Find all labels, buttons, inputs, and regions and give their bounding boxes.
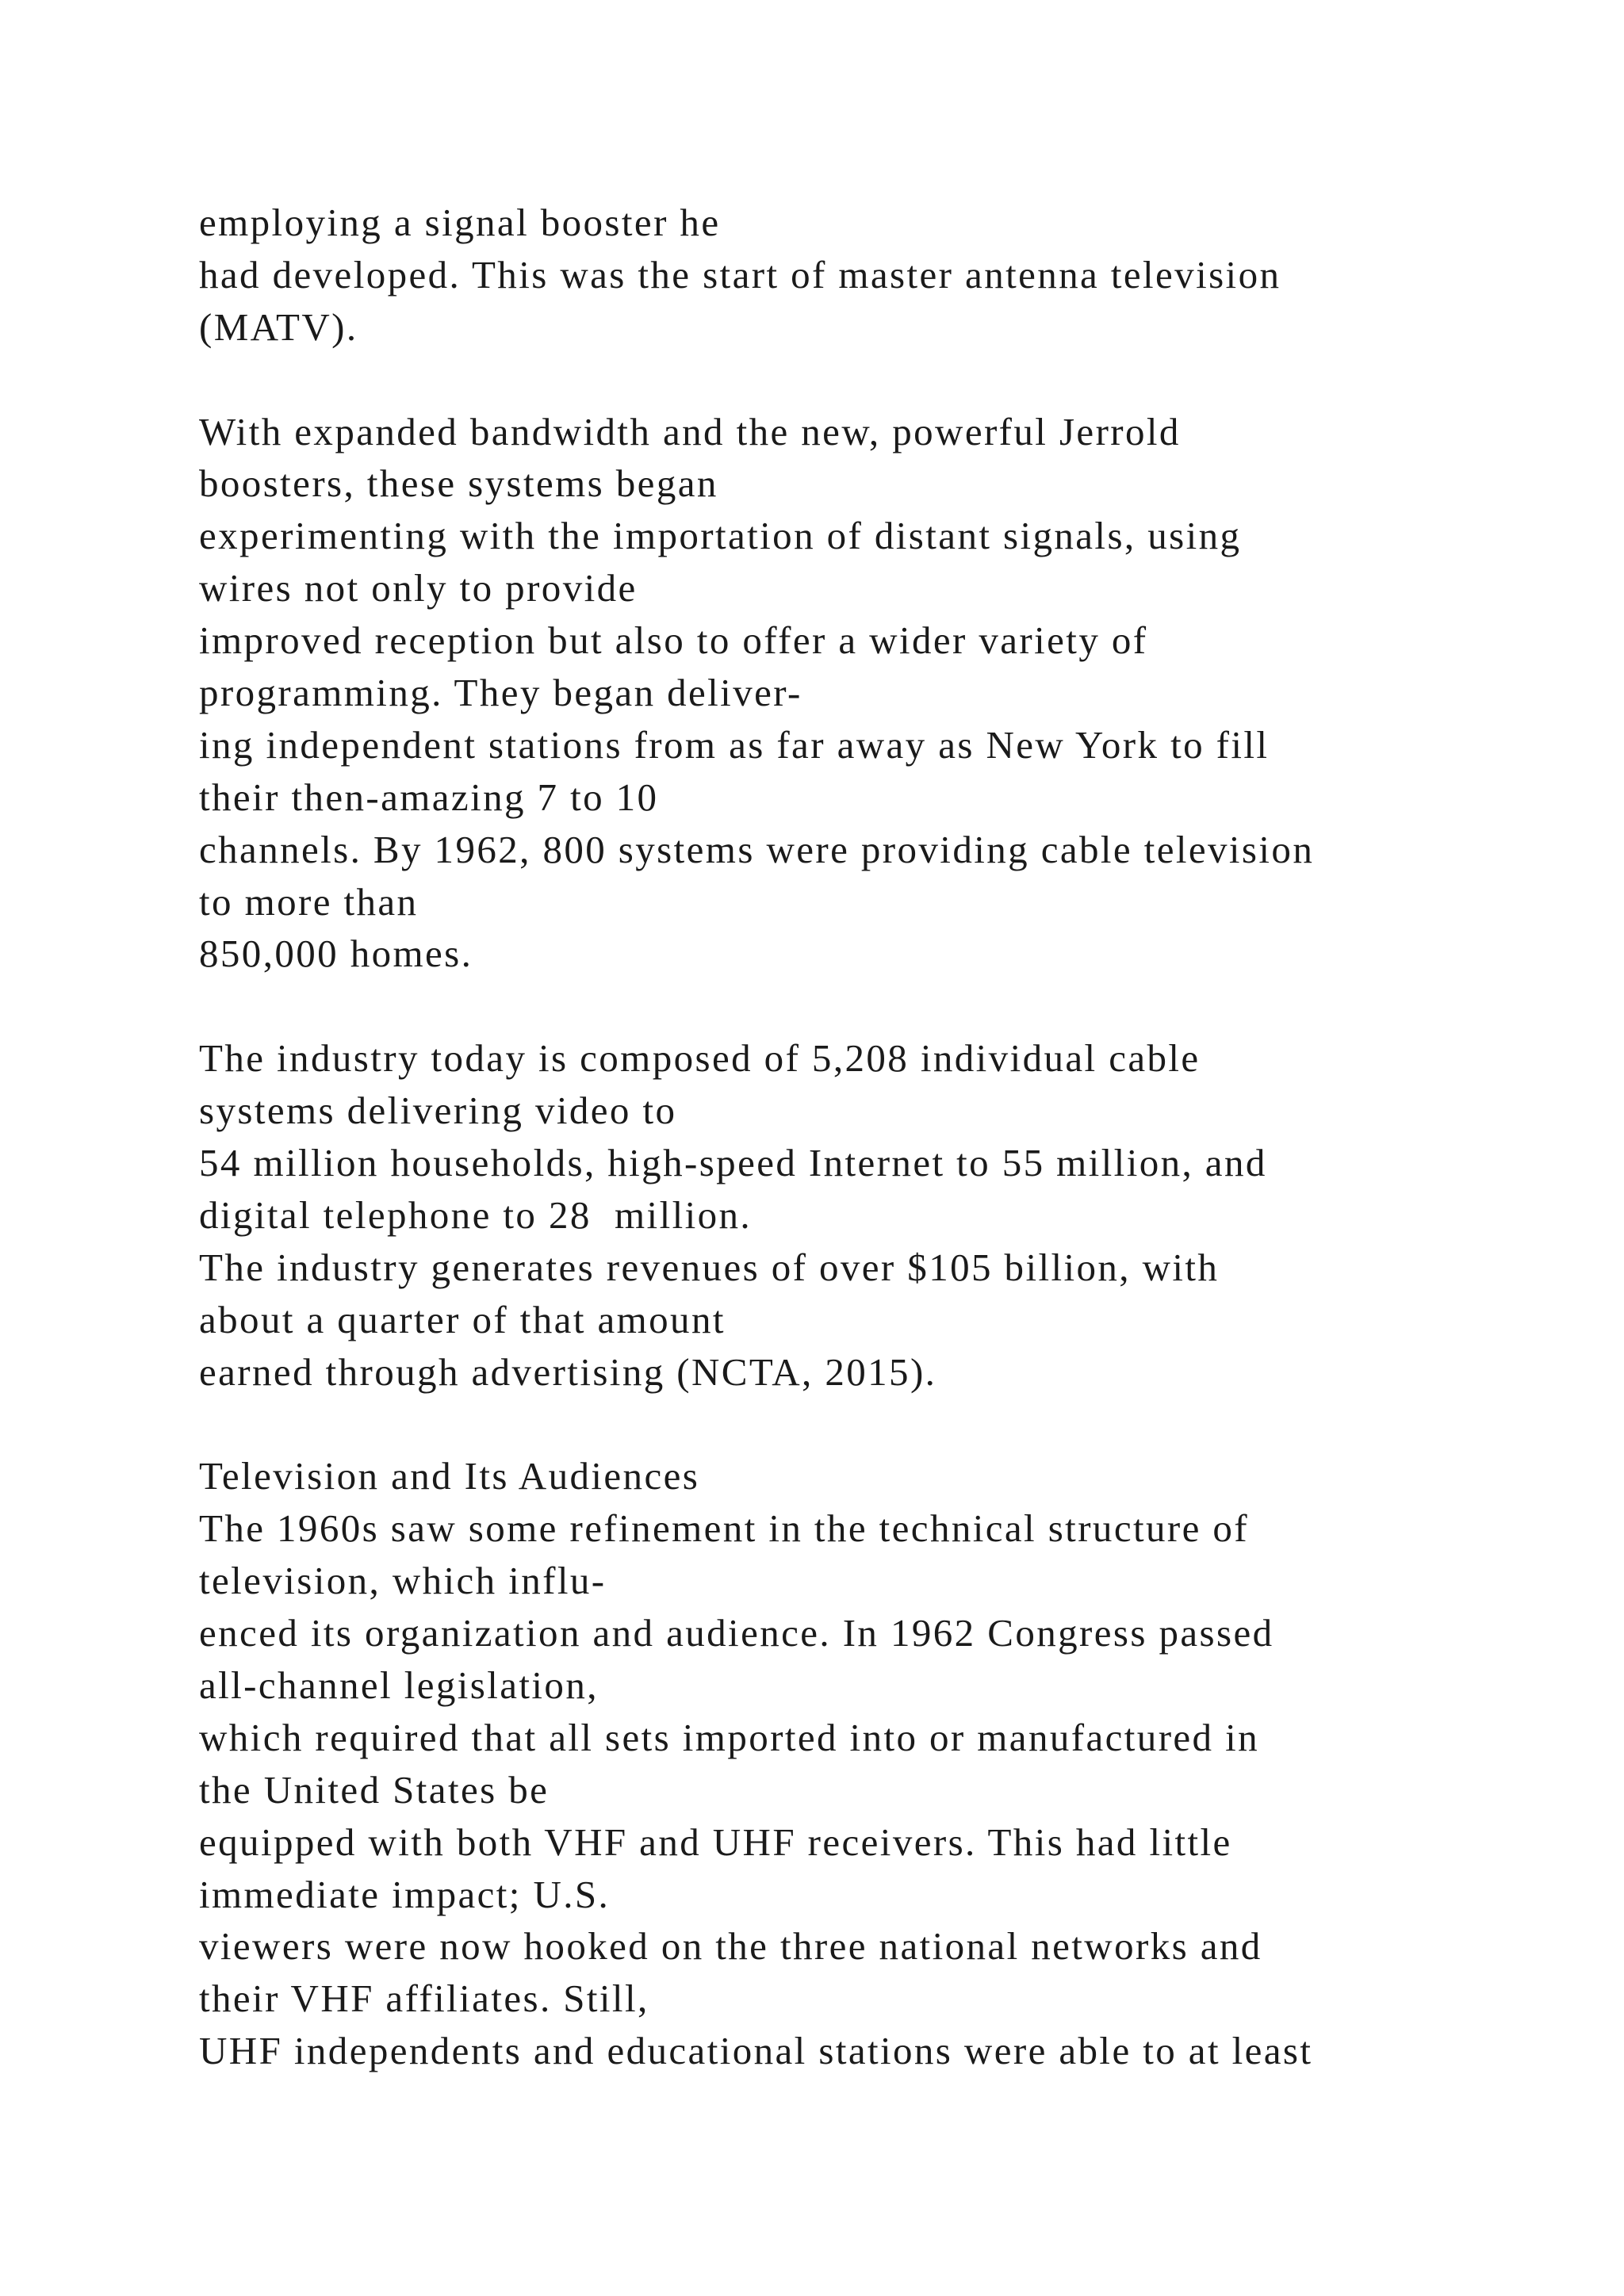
- body-text: [199, 197, 1595, 2077]
- text-line: to more than: [199, 879, 419, 924]
- text-line: all-channel legislation,: [199, 1663, 599, 1707]
- text-line: wires not only to provide: [199, 566, 638, 610]
- text-line: experimenting with the importation of distant signals, using: [199, 514, 1242, 558]
- text-line: the United States be: [199, 1767, 550, 1812]
- text-line: UHF independents and educational stations were able to at least: [199, 2029, 1313, 2073]
- text-line: ing independent stations from as far away as New York to fill: [199, 722, 1270, 767]
- text-line: had developed. This was the start of master antenna television: [199, 252, 1281, 297]
- text-line: their then-amazing 7 to 10: [199, 775, 659, 819]
- text-line: television, which influ-: [199, 1559, 607, 1603]
- text-line: equipped with both VHF and UHF receivers. This had little: [199, 1820, 1232, 1864]
- text-line: programming. They began deliver-: [199, 671, 802, 715]
- text-line: With expanded bandwidth and the new, powerful Jerrold: [199, 409, 1181, 453]
- text-line: The industry today is composed of 5,208 individual cable: [199, 1036, 1201, 1081]
- text-line: Television and Its Audiences: [199, 1454, 700, 1498]
- text-line: boosters, these systems began: [199, 461, 718, 506]
- paragraph-break: [199, 980, 1595, 1032]
- text-line: viewers were now hooked on the three national networks and: [199, 1924, 1262, 1969]
- text-line: 850,000 homes.: [199, 932, 473, 976]
- text-line: their VHF affiliates. Still,: [199, 1976, 649, 2021]
- text-line: improved reception but also to offer a wider variety of: [199, 618, 1148, 663]
- text-line: immediate impact; U.S.: [199, 1872, 611, 1916]
- text-line: The 1960s saw some refinement in the technical structure of: [199, 1506, 1250, 1551]
- text-line: systems delivering video to: [199, 1089, 677, 1133]
- text-line: channels. By 1962, 800 systems were providing cable television: [199, 827, 1315, 871]
- text-line: The industry generates revenues of over $105 billion, with: [199, 1245, 1220, 1289]
- text-line: which required that all sets imported into or manufactured in: [199, 1715, 1260, 1759]
- text-line: earned through advertising (NCTA, 2015).: [199, 1349, 937, 1394]
- text-line: about a quarter of that amount: [199, 1297, 726, 1341]
- text-line: enced its organization and audience. In 1962 Congress passed: [199, 1611, 1274, 1655]
- paragraph-break: [199, 1398, 1595, 1450]
- text-line: (MATV).: [199, 304, 358, 349]
- text-line: 54 million households, high-speed Internet to 55 million, and: [199, 1141, 1267, 1185]
- text-line: digital telephone to 28 million.: [199, 1192, 753, 1237]
- paragraph-break: [199, 354, 1595, 406]
- text-line: employing a signal booster he: [199, 201, 721, 244]
